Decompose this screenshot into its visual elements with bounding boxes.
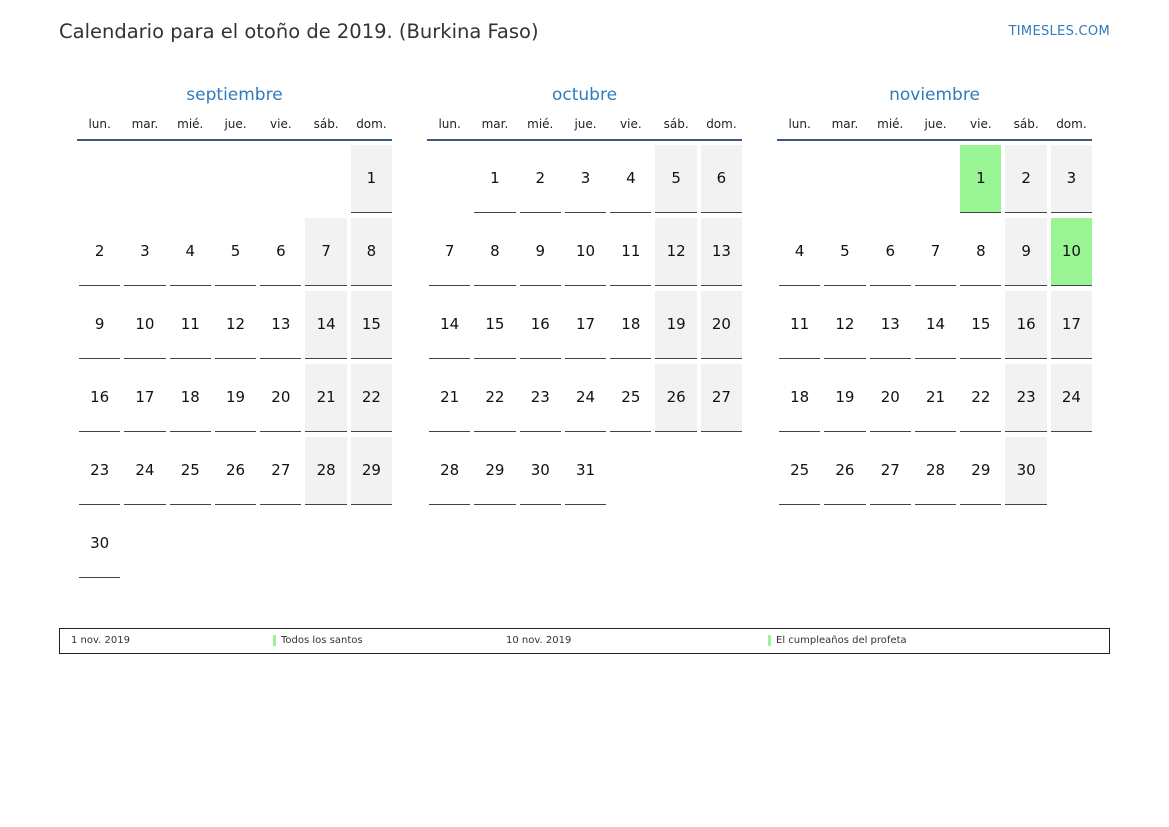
weekday-label: jue. — [224, 117, 247, 131]
day-cell[interactable]: 6 — [870, 218, 911, 286]
day-cell[interactable]: 30 — [520, 437, 561, 505]
day-cell[interactable]: 7 — [429, 218, 470, 286]
day-cell[interactable]: 6 — [260, 218, 301, 286]
legend-swatch-1 — [273, 635, 276, 646]
weekday-label: mar. — [831, 117, 859, 131]
empty-day-cell — [915, 145, 956, 218]
day-cell[interactable]: 4 — [779, 218, 820, 286]
day-cell[interactable]: 13 — [260, 291, 301, 359]
legend-swatch-2 — [768, 635, 771, 646]
weekday-header — [777, 112, 1092, 141]
day-cell[interactable]: 19 — [655, 291, 696, 359]
day-cell[interactable]: 15 — [474, 291, 515, 359]
holiday-day-cell[interactable]: 10 — [1051, 218, 1092, 286]
day-cell[interactable]: 22 — [474, 364, 515, 432]
empty-day-cell — [305, 145, 346, 218]
weekday-label: dom. — [1056, 117, 1087, 131]
empty-day-cell — [215, 145, 256, 218]
day-cell[interactable]: 15 — [351, 291, 392, 359]
month-noviembre — [777, 82, 1092, 510]
weekday-header — [77, 112, 392, 141]
day-cell[interactable]: 4 — [610, 145, 651, 213]
day-cell[interactable]: 10 — [124, 291, 165, 359]
day-cell[interactable]: 25 — [779, 437, 820, 505]
day-cell[interactable]: 5 — [215, 218, 256, 286]
weekday-label: jue. — [574, 117, 597, 131]
holiday-day-cell[interactable]: 1 — [960, 145, 1001, 213]
day-cell[interactable]: 9 — [520, 218, 561, 286]
day-cell[interactable]: 23 — [1005, 364, 1046, 432]
empty-day-cell — [870, 145, 911, 218]
day-cell[interactable]: 27 — [701, 364, 742, 432]
day-cell[interactable]: 7 — [305, 218, 346, 286]
month-octubre — [427, 82, 742, 510]
weekday-label: mar. — [481, 117, 509, 131]
day-cell[interactable]: 17 — [1051, 291, 1092, 359]
month-name: octubre — [551, 85, 618, 105]
month-name: septiembre — [186, 85, 283, 105]
empty-day-cell — [429, 145, 470, 218]
day-cell[interactable]: 2 — [79, 218, 120, 286]
day-cell[interactable]: 29 — [474, 437, 515, 505]
weekday-label: mié. — [527, 117, 554, 131]
weekday-label: vie. — [270, 117, 292, 131]
day-cell[interactable]: 18 — [170, 364, 211, 432]
day-cell[interactable]: 29 — [351, 437, 392, 505]
day-cell[interactable]: 21 — [305, 364, 346, 432]
weekday-label: vie. — [970, 117, 992, 131]
weekday-label: dom. — [706, 117, 737, 131]
day-cell[interactable]: 24 — [124, 437, 165, 505]
weekday-label: mié. — [877, 117, 904, 131]
day-cell[interactable]: 6 — [701, 145, 742, 213]
day-cell[interactable]: 20 — [870, 364, 911, 432]
weekday-label: sáb. — [1013, 117, 1039, 131]
day-cell[interactable]: 28 — [305, 437, 346, 505]
day-cell[interactable]: 17 — [124, 364, 165, 432]
day-grid — [427, 145, 742, 510]
day-cell[interactable]: 7 — [915, 218, 956, 286]
day-cell[interactable]: 12 — [655, 218, 696, 286]
weekday-label: lun. — [88, 117, 111, 131]
day-cell[interactable]: 12 — [215, 291, 256, 359]
day-cell[interactable]: 4 — [170, 218, 211, 286]
day-cell[interactable]: 28 — [915, 437, 956, 505]
day-cell[interactable]: 25 — [170, 437, 211, 505]
month-name: noviembre — [889, 85, 980, 105]
day-cell[interactable]: 23 — [79, 437, 120, 505]
holiday-legend — [59, 628, 1110, 654]
day-cell[interactable]: 1 — [474, 145, 515, 213]
day-cell[interactable]: 9 — [1005, 218, 1046, 286]
weekday-label: sáb. — [663, 117, 689, 131]
day-cell[interactable]: 20 — [260, 364, 301, 432]
legend-date-2: 10 nov. 2019 — [506, 635, 572, 646]
day-cell[interactable]: 21 — [429, 364, 470, 432]
day-cell[interactable]: 1 — [351, 145, 392, 213]
legend-date-1: 1 nov. 2019 — [71, 635, 130, 646]
day-cell[interactable]: 10 — [565, 218, 606, 286]
weekday-label: mié. — [177, 117, 204, 131]
empty-day-cell — [79, 145, 120, 218]
weekday-label: sáb. — [313, 117, 339, 131]
day-cell[interactable]: 16 — [79, 364, 120, 432]
day-cell[interactable]: 12 — [824, 291, 865, 359]
month-septiembre — [77, 82, 392, 583]
day-cell[interactable]: 24 — [1051, 364, 1092, 432]
day-cell[interactable]: 11 — [610, 218, 651, 286]
day-cell[interactable]: 30 — [1005, 437, 1046, 505]
day-grid — [77, 145, 392, 583]
day-cell[interactable]: 26 — [215, 437, 256, 505]
day-cell[interactable]: 16 — [520, 291, 561, 359]
empty-day-cell — [824, 145, 865, 218]
weekday-header — [427, 112, 742, 141]
day-cell[interactable]: 28 — [429, 437, 470, 505]
day-cell[interactable]: 17 — [565, 291, 606, 359]
day-cell[interactable]: 18 — [779, 364, 820, 432]
empty-day-cell — [260, 145, 301, 218]
day-cell[interactable]: 14 — [915, 291, 956, 359]
weekday-label: jue. — [924, 117, 947, 131]
day-cell[interactable]: 3 — [1051, 145, 1092, 213]
day-grid — [777, 145, 1092, 510]
day-cell[interactable]: 22 — [960, 364, 1001, 432]
day-cell[interactable]: 13 — [701, 218, 742, 286]
weekday-label: lun. — [438, 117, 461, 131]
day-cell[interactable]: 3 — [565, 145, 606, 213]
day-cell[interactable]: 18 — [610, 291, 651, 359]
day-cell[interactable]: 14 — [429, 291, 470, 359]
day-cell[interactable]: 26 — [824, 437, 865, 505]
day-cell[interactable]: 19 — [215, 364, 256, 432]
weekday-label: mar. — [131, 117, 159, 131]
day-cell[interactable]: 14 — [305, 291, 346, 359]
day-cell[interactable]: 23 — [520, 364, 561, 432]
day-cell[interactable]: 8 — [474, 218, 515, 286]
day-cell[interactable]: 21 — [915, 364, 956, 432]
day-cell[interactable]: 3 — [124, 218, 165, 286]
empty-day-cell — [779, 145, 820, 218]
day-cell[interactable]: 27 — [260, 437, 301, 505]
empty-day-cell — [170, 145, 211, 218]
weekday-label: dom. — [356, 117, 387, 131]
day-cell[interactable]: 22 — [351, 364, 392, 432]
empty-day-cell — [124, 145, 165, 218]
brand-link[interactable]: TIMESLES.COM — [1008, 24, 1110, 39]
day-cell[interactable]: 26 — [655, 364, 696, 432]
day-cell[interactable]: 11 — [779, 291, 820, 359]
day-cell[interactable]: 20 — [701, 291, 742, 359]
day-cell[interactable]: 27 — [870, 437, 911, 505]
day-cell[interactable]: 5 — [655, 145, 696, 213]
day-cell[interactable]: 8 — [960, 218, 1001, 286]
day-cell[interactable]: 31 — [565, 437, 606, 505]
day-cell[interactable]: 13 — [870, 291, 911, 359]
day-cell[interactable]: 9 — [79, 291, 120, 359]
day-cell[interactable]: 15 — [960, 291, 1001, 359]
day-cell[interactable]: 11 — [170, 291, 211, 359]
day-cell[interactable]: 24 — [565, 364, 606, 432]
weekday-label: lun. — [788, 117, 811, 131]
day-cell[interactable]: 16 — [1005, 291, 1046, 359]
day-cell[interactable]: 5 — [824, 218, 865, 286]
day-cell[interactable]: 2 — [1005, 145, 1046, 213]
page-title: Calendario para el otoño de 2019. (Burkina Faso) — [59, 20, 539, 43]
weekday-label: vie. — [620, 117, 642, 131]
day-cell[interactable]: 2 — [520, 145, 561, 213]
day-cell[interactable]: 30 — [79, 510, 120, 578]
day-cell[interactable]: 19 — [824, 364, 865, 432]
day-cell[interactable]: 29 — [960, 437, 1001, 505]
day-cell[interactable]: 8 — [351, 218, 392, 286]
legend-label-1: Todos los santos — [281, 635, 363, 646]
day-cell[interactable]: 25 — [610, 364, 651, 432]
legend-label-2: El cumpleaños del profeta — [776, 635, 907, 646]
